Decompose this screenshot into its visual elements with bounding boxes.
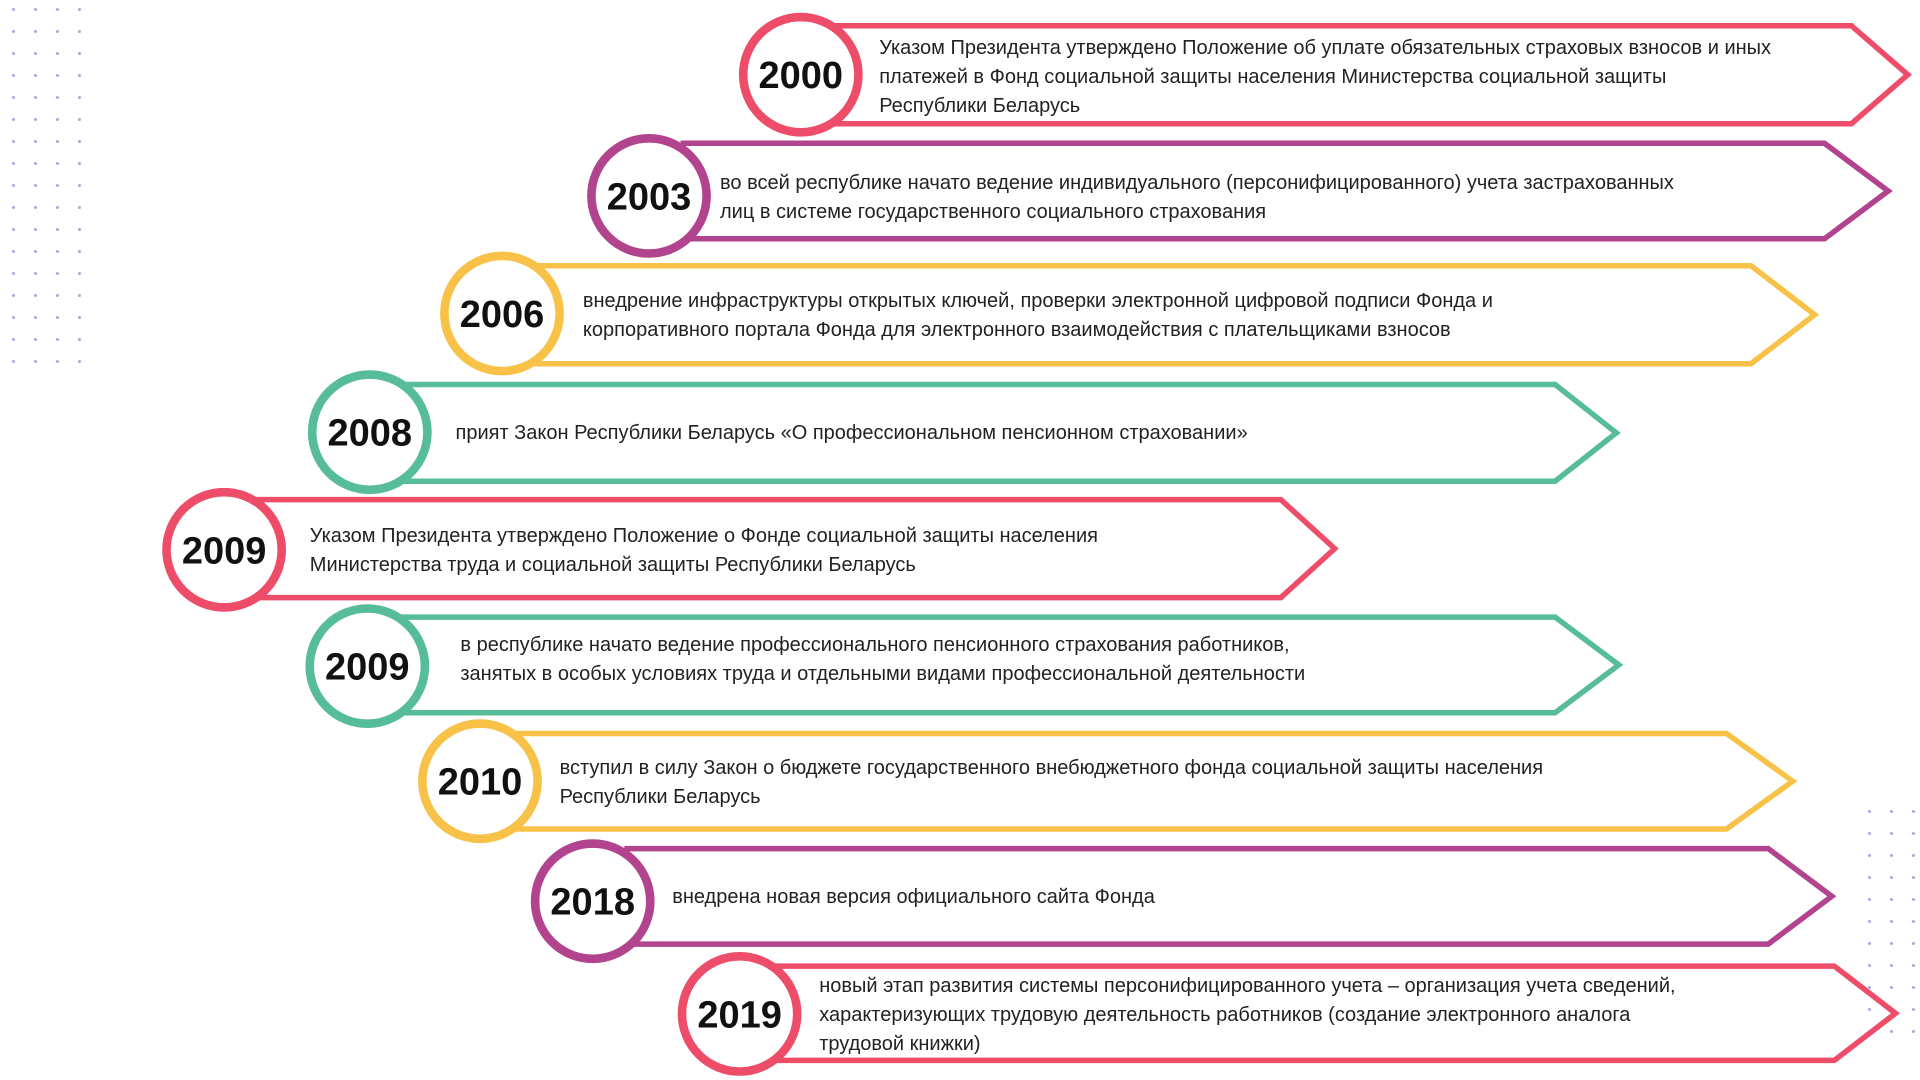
event-description: во всей республике начато ведение индивидуального (персонифицированного) учета застрахованных лиц в системе государственного социального страхования xyxy=(720,172,1674,223)
event-description: новый этап развития системы персонифицированного учета – организация учета сведений, характеризующих трудовую деятельность работников (создание электронного аналога трудовой книжки) xyxy=(819,975,1676,1056)
event-description: Указом Президента утверждено Положение о Фонде социальной защиты населения Министерства труда и социальной защиты Республики Беларусь xyxy=(309,524,1098,576)
event-description: вступил в силу Закон о бюджете государственного внебюджетного фонда социальной защиты населения Республики Беларусь xyxy=(559,757,1544,809)
year-label: 2019 xyxy=(697,994,782,1037)
year-label: 2008 xyxy=(327,412,413,455)
event-description: внедрение инфраструктуры открытых ключей, проверки электронной цифровой подписи Фонда и корпоративного портала Фонда для электронного взаимодействия с плательщиками взносов xyxy=(582,289,1493,341)
event-description: прият Закон Республики Беларусь «О профессиональном пенсионном страховании» xyxy=(455,421,1248,444)
event-description: в республике начато ведение профессионального пенсионного страхования работников, занятых в особых условиях труда и отдельными видами профессиональной деятельности xyxy=(460,633,1306,685)
year-label: 2006 xyxy=(459,293,545,336)
event-description: внедрена новая версия официального сайта Фонда xyxy=(672,885,1155,908)
year-label: 2003 xyxy=(606,176,692,219)
year-label: 2009 xyxy=(325,646,410,689)
year-label: 2018 xyxy=(550,881,635,924)
year-label: 2010 xyxy=(437,761,523,804)
year-label: 2009 xyxy=(181,530,267,573)
event-description: Указом Президента утверждено Положение об уплате обязательных страховых взносов и иных платежей в Фонд социальной защиты населения Министерства социальной защиты Республики Беларусь xyxy=(879,37,1772,118)
year-label: 2000 xyxy=(758,55,844,98)
